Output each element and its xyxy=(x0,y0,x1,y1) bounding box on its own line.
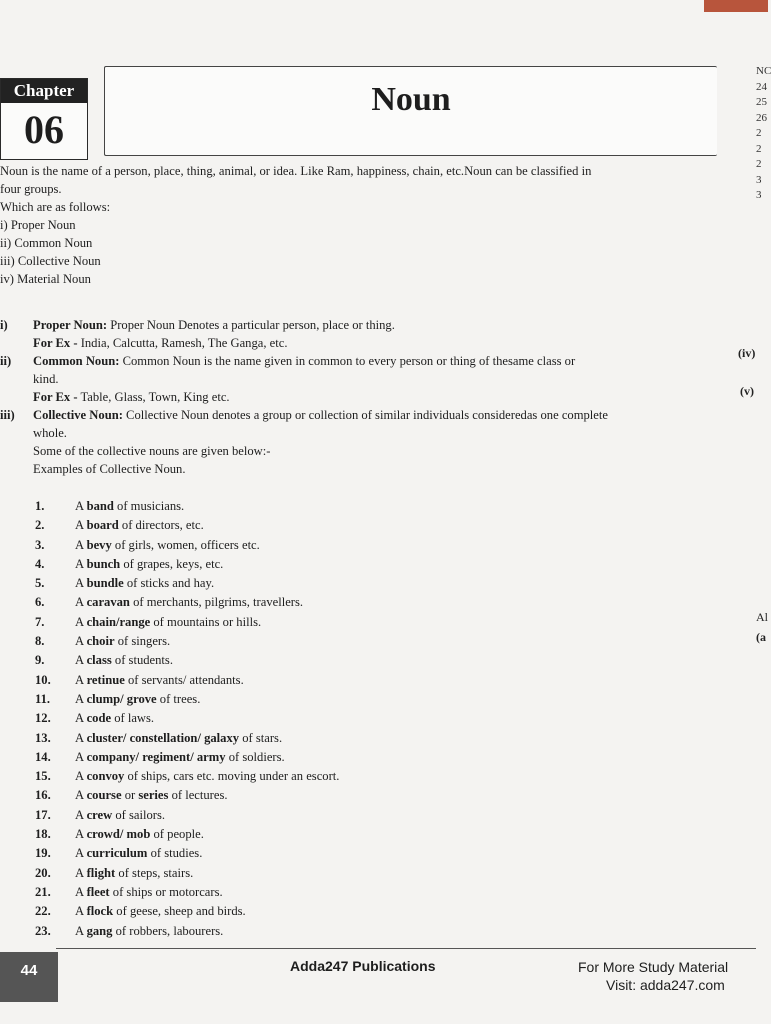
list-item-fragment: A xyxy=(75,672,87,687)
definition-proper-noun xyxy=(0,316,745,334)
list-item xyxy=(0,651,700,670)
side-col-item: 25 xyxy=(756,96,767,108)
list-item-number: 16. xyxy=(35,788,51,803)
list-item-number: 18. xyxy=(35,827,51,842)
list-item xyxy=(0,709,700,728)
collective-word: crew xyxy=(86,807,113,822)
example-label: For Ex - xyxy=(33,390,78,404)
list-item-fragment: of lectures. xyxy=(168,788,228,803)
side-col-item: 26 xyxy=(756,111,767,124)
list-item-fragment: of studies. xyxy=(147,846,203,861)
definition-number: iii) xyxy=(0,408,15,422)
chapter-label: Chapter xyxy=(1,79,87,103)
list-item-number: 11. xyxy=(35,691,51,706)
list-item-fragment: A xyxy=(75,595,87,610)
list-item-number: 17. xyxy=(35,807,51,822)
collective-word: cluster/ constellation/ galaxy xyxy=(86,730,240,745)
definition-cont: whole. xyxy=(33,426,67,440)
list-item-fragment: of stars. xyxy=(239,730,283,745)
list-item-text xyxy=(75,748,285,767)
list-item-text xyxy=(75,864,193,883)
list-item-fragment: of musicians. xyxy=(113,499,185,513)
list-item-fragment: of sticks and hay. xyxy=(123,576,215,591)
definition-term: Proper Noun: xyxy=(33,318,108,332)
list-item-fragment: A xyxy=(75,788,87,803)
list-item xyxy=(0,902,700,921)
list-item-fragment: of people. xyxy=(150,827,204,842)
list-item-number: 13. xyxy=(35,730,51,745)
list-item xyxy=(0,883,700,902)
collective-word: bevy xyxy=(86,537,112,552)
list-item-text xyxy=(75,536,260,555)
list-item-number: 9. xyxy=(35,653,45,668)
intro-line: Which are as follows: xyxy=(0,200,111,214)
list-item-fragment: of robbers, labourers. xyxy=(112,923,224,938)
list-item xyxy=(0,671,700,690)
footer-visit-link[interactable]: Visit: adda247.com xyxy=(606,977,725,993)
list-item-fragment: A xyxy=(75,904,87,919)
list-item-text xyxy=(75,922,223,941)
list-item-number: 2. xyxy=(35,518,45,533)
list-item-number: 12. xyxy=(35,711,51,726)
list-item-text xyxy=(75,613,261,632)
list-item-fragment: of trees. xyxy=(156,691,201,706)
list-item-text xyxy=(75,651,173,670)
collective-intro xyxy=(0,442,745,460)
list-item-text xyxy=(75,844,202,863)
list-item xyxy=(0,555,700,574)
margin-mark: (v) xyxy=(740,384,754,398)
list-item xyxy=(0,536,700,555)
title-frame xyxy=(104,66,717,156)
list-item-fragment: A xyxy=(75,827,87,842)
definition-number: i) xyxy=(0,318,8,332)
list-item xyxy=(0,844,700,863)
list-item-number: 14. xyxy=(35,749,51,764)
list-item xyxy=(0,767,700,786)
collective-word: company/ regiment/ army xyxy=(86,749,226,764)
list-item-number: 1. xyxy=(35,499,45,513)
list-item-text xyxy=(75,516,204,535)
list-item xyxy=(0,806,700,825)
definitions xyxy=(0,316,745,478)
definition-common-noun xyxy=(0,352,745,370)
collective-intro xyxy=(0,460,745,478)
list-item-fragment: of servants/ attendants. xyxy=(124,672,244,687)
list-item-number: 21. xyxy=(35,884,51,899)
list-item-fragment: A xyxy=(75,499,87,513)
intro-line: iii) Collective Noun xyxy=(0,254,101,268)
list-item-fragment: A xyxy=(75,846,87,861)
collective-word: retinue xyxy=(86,672,125,687)
list-item-fragment: A xyxy=(75,807,87,822)
chapter-badge xyxy=(0,78,88,160)
collective-word: series xyxy=(138,788,169,803)
intro-line: ii) Common Noun xyxy=(0,236,93,250)
chapter-number: 06 xyxy=(24,107,64,152)
list-item-fragment: A xyxy=(75,884,87,899)
list-item-number: 8. xyxy=(35,634,45,649)
list-item-fragment: of ships or motorcars. xyxy=(109,884,223,899)
collective-word: fleet xyxy=(86,884,110,899)
collective-word: crowd/ mob xyxy=(86,827,151,842)
list-item-text xyxy=(75,902,246,921)
side-col-item: NC xyxy=(756,65,771,77)
side-col-item: 24 xyxy=(756,80,767,93)
list-item-text xyxy=(75,767,339,786)
list-item-fragment: A xyxy=(75,614,87,629)
definition-text: Collective Noun denotes a group or collection of similar individuals consideredas one complete xyxy=(122,408,608,422)
list-item-fragment: of sailors. xyxy=(112,807,166,822)
list-item xyxy=(0,729,700,748)
list-item xyxy=(0,825,700,844)
page-number-box xyxy=(0,952,58,1002)
footer-divider xyxy=(56,948,756,949)
list-item-number: 23. xyxy=(35,923,51,938)
collective-word: flight xyxy=(86,865,116,880)
list-item-fragment: of mountains or hills. xyxy=(150,614,262,629)
collective-word: band xyxy=(86,499,114,513)
list-item-text xyxy=(75,593,303,612)
list-item-number: 19. xyxy=(35,846,51,861)
list-item-fragment: A xyxy=(75,730,87,745)
list-item-fragment: or xyxy=(121,788,139,803)
side-col-item: 2 xyxy=(756,142,762,155)
list-item-text xyxy=(75,786,228,805)
list-item-fragment: A xyxy=(75,576,87,591)
intro-paragraph xyxy=(0,162,750,288)
list-item-number: 15. xyxy=(35,769,51,784)
list-item-fragment: of students. xyxy=(111,653,173,668)
list-item xyxy=(0,690,700,709)
collective-word: caravan xyxy=(86,595,130,610)
definition-example xyxy=(0,334,745,352)
example-label: For Ex - xyxy=(33,336,78,350)
list-item xyxy=(0,786,700,805)
collective-word: bunch xyxy=(86,556,121,571)
definition-text: Common Noun is the name given in common to every person or thing of thesame class or xyxy=(119,354,576,368)
list-item-fragment: of steps, stairs. xyxy=(115,865,194,880)
collective-intro-line: Some of the collective nouns are given below:- xyxy=(33,444,271,458)
definition-cont: kind. xyxy=(33,372,59,386)
list-item-fragment: of geese, sheep and birds. xyxy=(113,904,246,919)
list-item-fragment: of ships, cars etc. moving under an escort. xyxy=(124,769,340,784)
example-text: Table, Glass, Town, King etc. xyxy=(77,390,230,404)
list-item xyxy=(0,922,700,941)
intro-line: Noun is the name of a person, place, thing, animal, or idea. Like Ram, happiness, chain, etc.Noun can be classified in xyxy=(0,164,592,178)
collective-word: gang xyxy=(86,923,113,938)
margin-mark: (a xyxy=(756,630,766,644)
list-item xyxy=(0,593,700,612)
footer-promo xyxy=(578,958,758,994)
list-item-text xyxy=(75,729,282,748)
intro-line: iv) Material Noun xyxy=(0,272,91,286)
list-item xyxy=(0,497,700,516)
list-item-fragment: of grapes, keys, etc. xyxy=(120,556,224,571)
list-item-fragment: A xyxy=(75,556,87,571)
list-item-text xyxy=(75,806,165,825)
list-item-fragment: of directors, etc. xyxy=(118,518,204,533)
list-item-fragment: A xyxy=(75,711,87,726)
collective-word: code xyxy=(86,711,112,726)
definition-term: Common Noun: xyxy=(33,354,120,368)
intro-line: four groups. xyxy=(0,182,62,196)
definition-text: Proper Noun Denotes a particular person, place or thing. xyxy=(107,318,395,332)
side-col-item: 2 xyxy=(756,158,762,170)
list-item-text xyxy=(75,690,200,709)
footer-publisher: Adda247 Publications xyxy=(290,958,436,974)
intro-line: i) Proper Noun xyxy=(0,218,76,232)
list-item-fragment: A xyxy=(75,537,87,552)
collective-word: clump/ grove xyxy=(86,691,157,706)
collective-word: bundle xyxy=(86,576,124,591)
side-column-fragment xyxy=(756,64,770,204)
list-item-fragment: A xyxy=(75,923,87,938)
list-item-fragment: A xyxy=(75,691,87,706)
collective-word: board xyxy=(86,518,119,533)
list-item-fragment: A xyxy=(75,749,87,764)
side-col-item: 3 xyxy=(756,189,762,201)
definition-collective-noun xyxy=(0,406,745,424)
list-item-text xyxy=(75,555,223,574)
definition-term: Collective Noun: xyxy=(33,408,123,422)
side-col-item: 3 xyxy=(756,173,762,186)
list-item-fragment: A xyxy=(75,865,87,880)
definition-continuation xyxy=(0,370,745,388)
list-item xyxy=(0,632,700,651)
list-item-number: 22. xyxy=(35,904,51,919)
list-item-fragment: of soldiers. xyxy=(225,749,285,764)
definition-continuation xyxy=(0,424,745,442)
definition-number: ii) xyxy=(0,354,12,368)
collective-word: course xyxy=(86,788,122,803)
example-text: India, Calcutta, Ramesh, The Ganga, etc. xyxy=(77,336,288,350)
collective-word: flock xyxy=(86,904,114,919)
list-item-text xyxy=(75,825,204,844)
margin-mark: Al xyxy=(756,610,768,624)
list-item-fragment: A xyxy=(75,634,87,649)
list-item-text xyxy=(75,883,223,902)
list-item-number: 20. xyxy=(35,865,51,880)
list-item-number: 4. xyxy=(35,556,45,571)
list-item-number: 6. xyxy=(35,595,45,610)
list-item-fragment: of merchants, pilgrims, travellers. xyxy=(129,595,304,610)
list-item-number: 10. xyxy=(35,672,51,687)
list-item-text xyxy=(75,709,154,728)
list-item-fragment: A xyxy=(75,769,87,784)
list-item xyxy=(0,748,700,767)
collective-word: chain/range xyxy=(86,614,151,629)
collective-word: class xyxy=(86,653,112,668)
definition-example xyxy=(0,388,745,406)
list-item-fragment: A xyxy=(75,518,87,533)
list-item xyxy=(0,516,700,535)
list-item-number: 3. xyxy=(35,537,45,552)
list-item-text xyxy=(75,574,214,593)
list-item-fragment: A xyxy=(75,653,87,668)
collective-word: choir xyxy=(86,634,115,649)
margin-mark: (iv) xyxy=(738,346,756,360)
list-item xyxy=(0,574,700,593)
list-item-text xyxy=(75,632,170,651)
list-item-number: 7. xyxy=(35,614,45,629)
list-item-number: 5. xyxy=(35,576,45,591)
side-col-item: 2 xyxy=(756,127,762,139)
list-item-text xyxy=(75,671,244,690)
collective-word: curriculum xyxy=(86,846,148,861)
footer-more: For More Study Material xyxy=(578,959,729,975)
list-item-fragment: of singers. xyxy=(114,634,171,649)
page-number: 44 xyxy=(20,962,38,979)
collective-word: convoy xyxy=(86,769,125,784)
collective-intro-line: Examples of Collective Noun. xyxy=(33,462,186,476)
corner-tab xyxy=(704,0,768,12)
list-item-fragment: of laws. xyxy=(111,711,155,726)
list-item xyxy=(0,864,700,883)
collective-noun-list xyxy=(0,497,700,941)
list-item xyxy=(0,613,700,632)
list-item-text xyxy=(75,497,184,516)
list-item-fragment: of girls, women, officers etc. xyxy=(111,537,260,552)
page-title: Noun xyxy=(371,81,451,118)
